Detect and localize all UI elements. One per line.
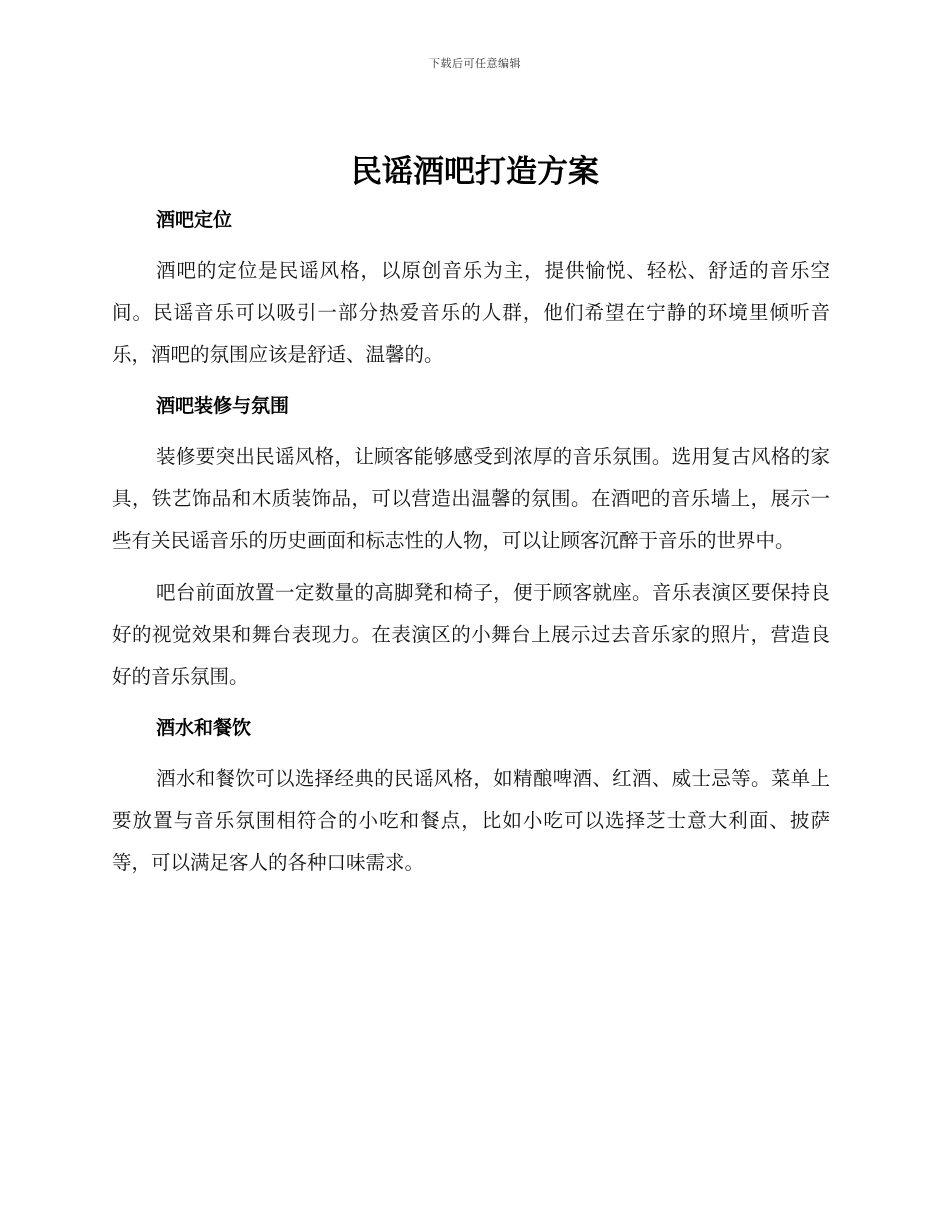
header-note: 下载后可任意编辑 — [429, 57, 521, 70]
paragraph-positioning: 酒吧的定位是民谣风格，以原创音乐为主，提供愉悦、轻松、舒适的音乐空间。民谣音乐可以吸引一部分热爱音乐的人群，他们希望在宁静的环境里倾听音乐，酒吧的氛围应该是舒适、温馨的。 — [112, 259, 830, 366]
section-heading-decoration: 酒吧装修与氛围 — [156, 395, 290, 417]
section-heading-drinks-food: 酒水和餐饮 — [156, 717, 252, 739]
paragraph-decoration-2: 吧台前面放置一定数量的高脚凳和椅子，便于顾客就座。音乐表演区要保持良好的视觉效果和舞台表现力。在表演区的小舞台上展示过去音乐家的照片，营造良好的音乐氛围。 — [112, 581, 830, 688]
section-heading-positioning: 酒吧定位 — [156, 209, 233, 231]
document-body — [112, 200, 830, 884]
document-title: 民谣酒吧打造方案 — [351, 154, 599, 190]
paragraph-decoration-1: 装修要突出民谣风格，让顾客能够感受到浓厚的音乐氛围。选用复古风格的家具，铁艺饰品和木质装饰品，可以营造出温馨的氛围。在酒吧的音乐墙上，展示一些有关民谣音乐的历史画面和标志性的人物，可以让顾客沉醉于音乐的世界中。 — [112, 445, 830, 552]
paragraph-drinks-food: 酒水和餐饮可以选择经典的民谣风格，如精酿啤酒、红酒、威士忌等。菜单上要放置与音乐氛围相符合的小吃和餐点，比如小吃可以选择芝士意大利面、披萨等，可以满足客人的各种口味需求。 — [112, 767, 830, 874]
